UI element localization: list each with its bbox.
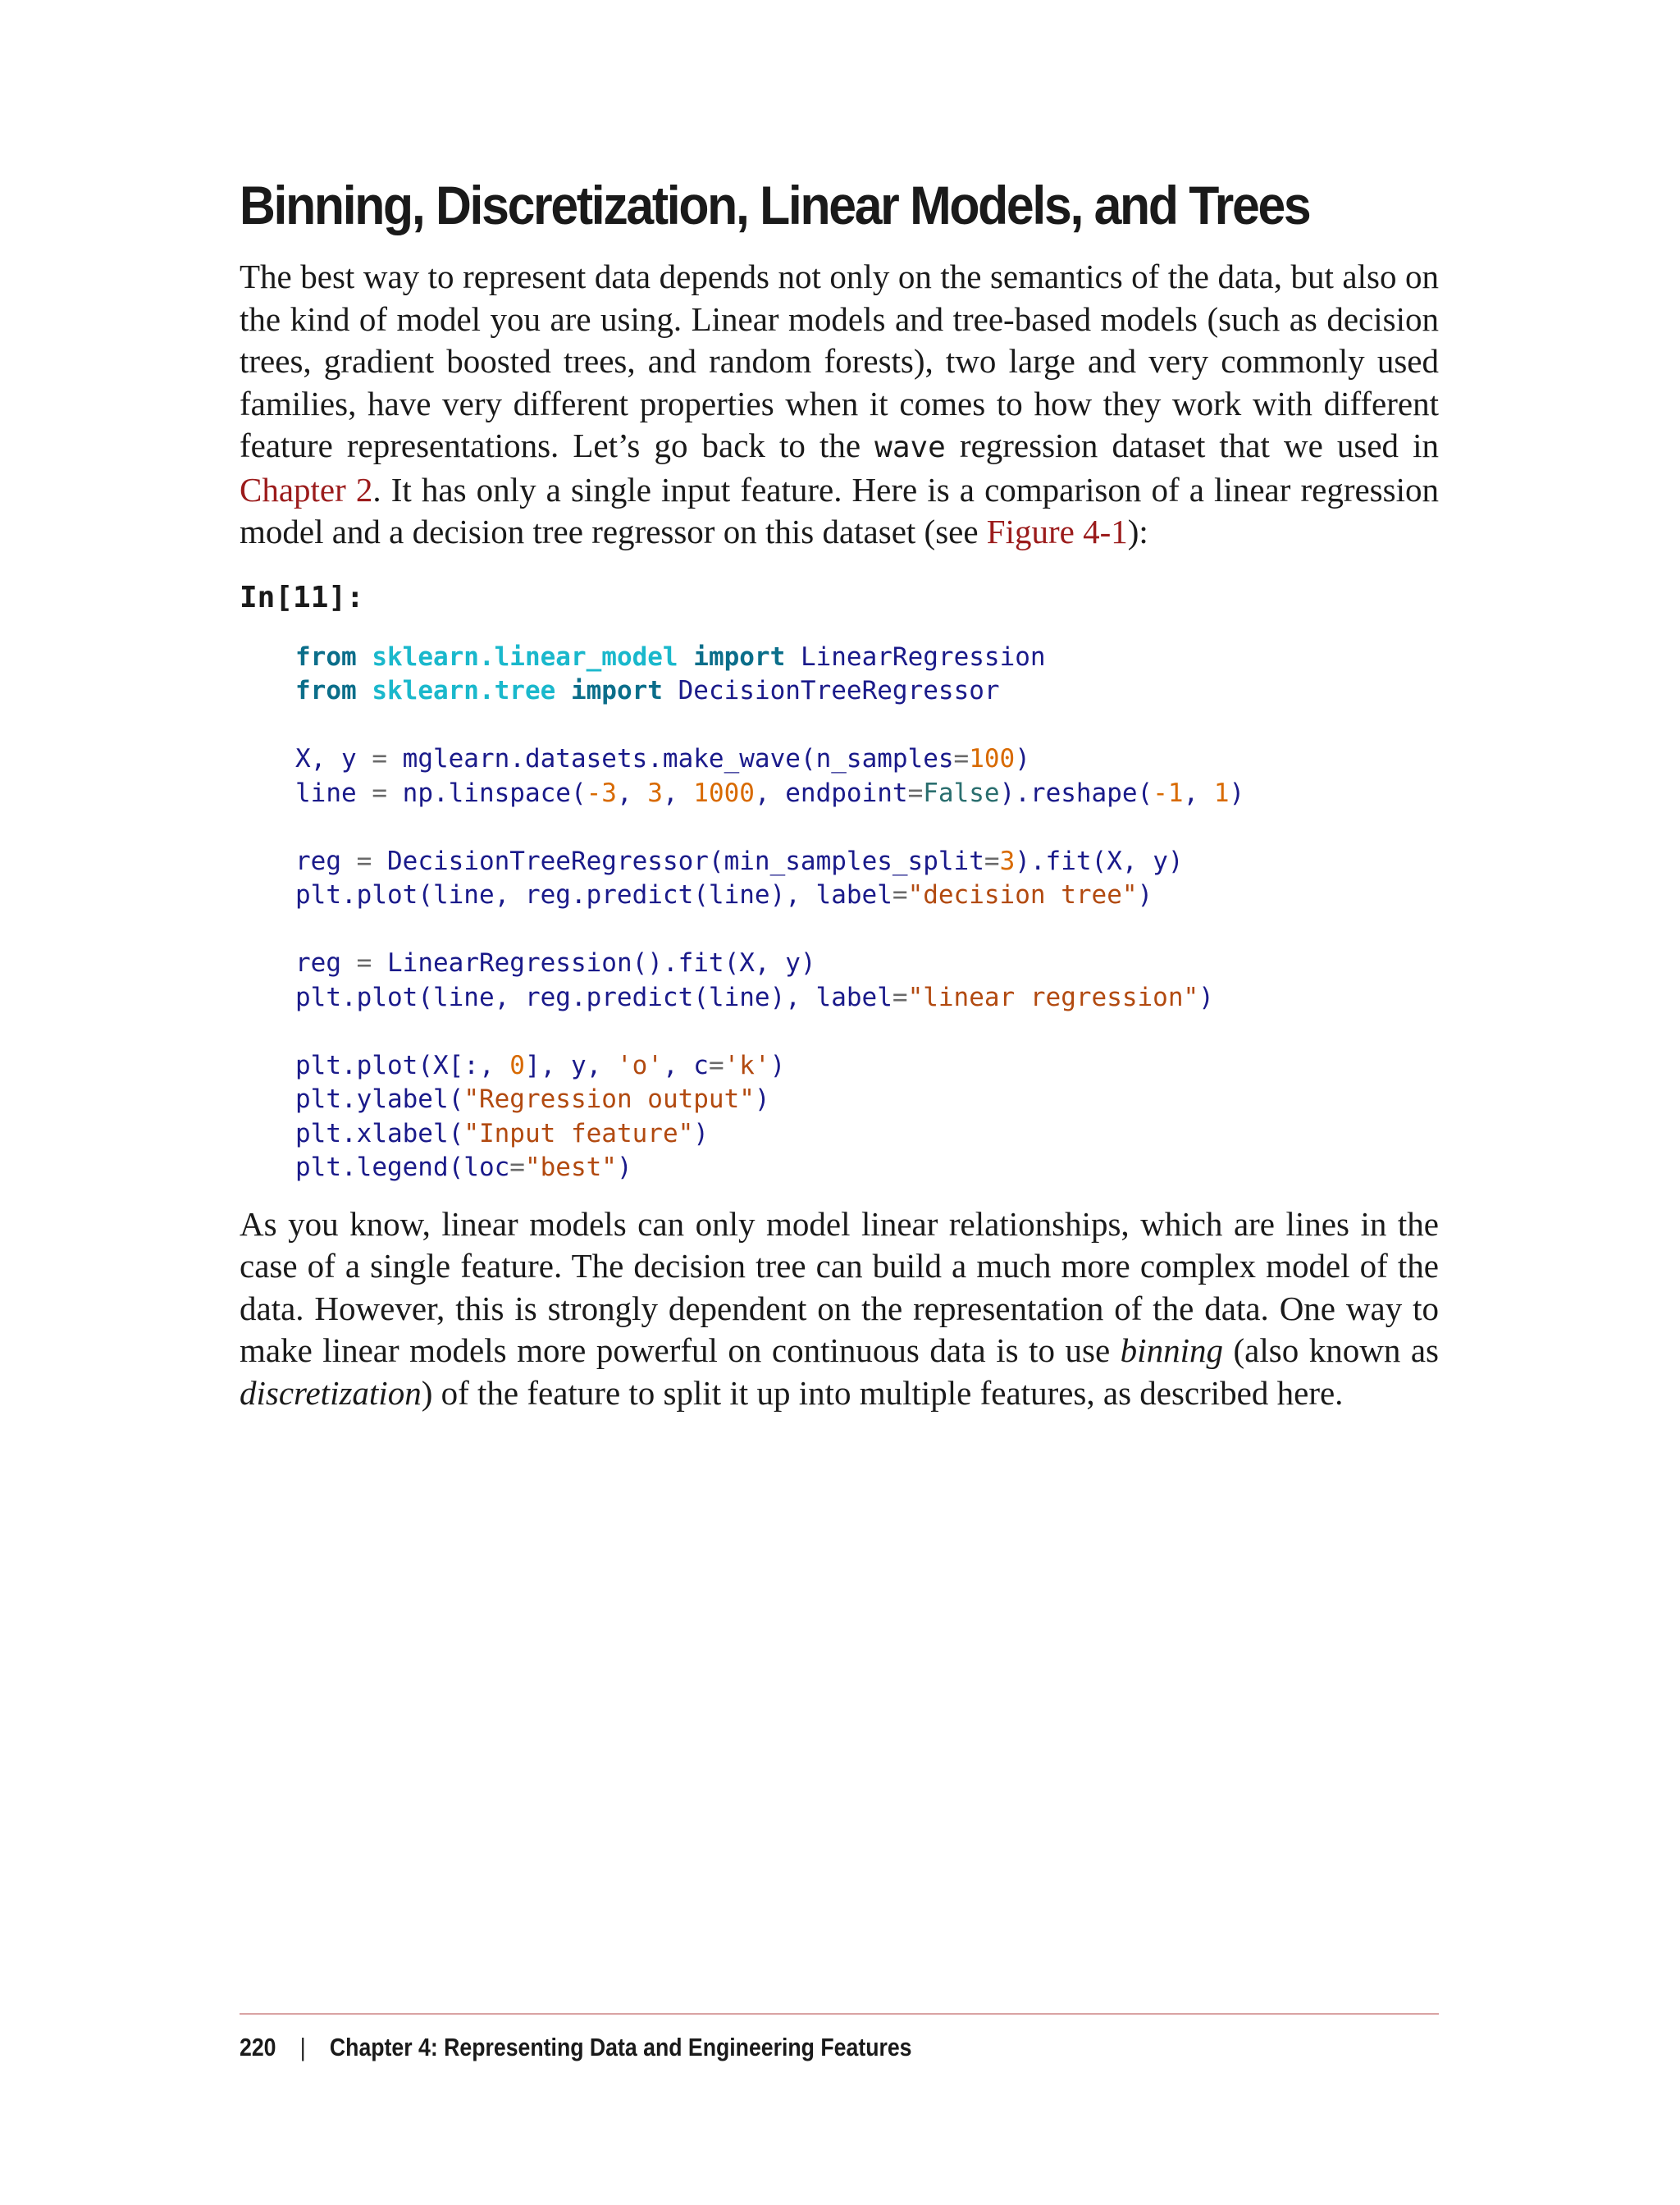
intro-text-3: . It has only a single input feature. Here is a comparison of a linear regression model and a decision tree regressor on this dataset (see xyxy=(240,470,1439,550)
code-token: False xyxy=(923,778,1000,808)
code-token: "decision tree" xyxy=(907,880,1138,910)
code-token: 3 xyxy=(647,778,663,808)
code-token: = xyxy=(907,778,924,808)
code-token: plt.ylabel( xyxy=(295,1084,464,1114)
code-line xyxy=(295,1049,1439,1084)
code-token xyxy=(785,642,801,672)
code-token xyxy=(357,642,372,672)
code-token: reg xyxy=(295,846,341,876)
binning-text-2: (also known as xyxy=(1222,1331,1439,1369)
code-line xyxy=(295,879,1439,913)
code-line xyxy=(295,1151,1439,1185)
binning-text-1: As you know, linear models can only model linear relationships, which are lines in the case of a single feature. The decision tree can build a much more complex model of the data. However, this is strongly dependent on the representation of the data. One way to make linear models more powerful on continuous data is to use xyxy=(240,1204,1439,1369)
code-token: 1000 xyxy=(693,778,755,808)
code-token: sklearn.linear_model xyxy=(372,641,678,672)
code-token: sklearn.tree xyxy=(372,676,556,705)
intro-paragraph xyxy=(240,256,1439,554)
code-token: ) xyxy=(616,1153,632,1182)
code-token: import xyxy=(693,641,786,672)
code-line xyxy=(295,947,1439,981)
code-token: plt.plot(X[:, xyxy=(295,1050,510,1080)
code-token xyxy=(555,676,571,705)
code-token: = xyxy=(953,744,970,774)
code-token: -3 xyxy=(586,778,617,808)
code-line xyxy=(295,709,1439,743)
code-token: from xyxy=(295,676,357,705)
footer-rule xyxy=(240,2013,1439,2015)
code-token: = xyxy=(892,982,908,1012)
code-token: ) xyxy=(1015,744,1030,774)
code-token: = xyxy=(892,880,908,910)
code-token: "best" xyxy=(524,1153,617,1182)
code-token: "linear regression" xyxy=(907,982,1199,1012)
term-binning: binning xyxy=(1120,1331,1223,1369)
code-token: , c xyxy=(662,1050,709,1080)
code-token: LinearRegression().fit(X, y) xyxy=(387,948,816,978)
code-token: plt.xlabel( xyxy=(295,1118,464,1148)
code-token: plt.plot(line, reg.predict(line), label xyxy=(295,880,892,910)
code-token: from xyxy=(295,641,357,672)
code-token: DecisionTreeRegressor xyxy=(678,676,1000,705)
code-token: = xyxy=(341,948,387,978)
inline-code-wave: wave xyxy=(874,431,946,464)
code-line xyxy=(295,742,1439,777)
code-token: plt.plot(line, reg.predict(line), label xyxy=(295,982,892,1012)
code-token: ) xyxy=(754,1084,770,1114)
page-number: 220 xyxy=(240,2033,276,2061)
code-token: "Regression output" xyxy=(463,1084,755,1114)
code-token: ) xyxy=(1229,778,1245,808)
term-discretization: discretization xyxy=(240,1373,422,1412)
code-token: , xyxy=(662,778,694,808)
intro-text-4: ): xyxy=(1127,513,1148,550)
code-token: DecisionTreeRegressor(min_samples_split xyxy=(387,846,984,876)
code-token: ) xyxy=(1198,982,1214,1012)
code-token xyxy=(357,676,372,705)
code-token: 100 xyxy=(969,744,1016,774)
code-token: X, y xyxy=(295,744,357,774)
code-line xyxy=(295,845,1439,879)
code-token: ).fit(X, y) xyxy=(1015,846,1184,876)
code-token: 0 xyxy=(509,1050,525,1080)
chapter-2-link[interactable]: Chapter 2 xyxy=(240,470,373,509)
page-content xyxy=(240,171,1439,1414)
code-line xyxy=(295,777,1439,811)
code-token: ) xyxy=(693,1118,709,1148)
code-token: = xyxy=(509,1153,525,1182)
intro-text-1: The best way to represent data depends not only on the semantics of the data, but also on the kind of model you are using. Linear models and tree-based models (such as decision trees, gradient boosted trees, and random forests), two large and very commonly used families, have very different properties when it comes to how they work with different feature representations. Let’s go back to the xyxy=(240,258,1439,464)
figure-4-1-link[interactable]: Figure 4-1 xyxy=(986,513,1128,550)
code-token: ) xyxy=(769,1050,786,1080)
code-token: plt.legend(loc xyxy=(295,1153,510,1182)
code-line xyxy=(295,1015,1439,1049)
code-token: line xyxy=(295,778,357,808)
page-footer xyxy=(240,2031,912,2064)
code-token: ).reshape( xyxy=(999,778,1153,808)
code-token xyxy=(678,642,694,672)
code-line xyxy=(295,674,1439,709)
code-token: , endpoint xyxy=(754,778,908,808)
code-token: = xyxy=(708,1050,724,1080)
code-token: mglearn.datasets.make_wave(n_samples xyxy=(402,744,954,774)
code-token: "Input feature" xyxy=(463,1118,694,1148)
code-token: 3 xyxy=(999,846,1016,876)
section-heading: Binning, Discretization, Linear Models, and Trees xyxy=(240,175,1310,235)
code-token: , xyxy=(616,778,648,808)
code-line xyxy=(295,913,1439,947)
code-token: ) xyxy=(1137,880,1153,910)
binning-paragraph xyxy=(240,1203,1439,1415)
code-token: -1 xyxy=(1153,778,1184,808)
code-token: LinearRegression xyxy=(800,641,1046,672)
code-token xyxy=(663,676,678,705)
code-line xyxy=(295,1117,1439,1152)
code-token: import xyxy=(570,676,663,705)
code-token: 'o' xyxy=(616,1050,663,1080)
code-line xyxy=(295,981,1439,1016)
code-line xyxy=(295,810,1439,845)
code-token: 1 xyxy=(1213,778,1230,808)
code-line xyxy=(295,1083,1439,1117)
code-cell-prompt: In[11]: xyxy=(240,580,364,614)
code-block xyxy=(295,641,1439,1185)
footer-chapter-title: Chapter 4: Representing Data and Engineering Features xyxy=(329,2033,912,2061)
code-token: ], y, xyxy=(524,1050,617,1080)
code-token: = xyxy=(356,744,403,774)
code-token: 'k' xyxy=(724,1050,770,1080)
code-line xyxy=(295,641,1439,675)
binning-text-3: ) of the feature to split it up into multiple features, as described here. xyxy=(421,1373,1344,1412)
code-token: , xyxy=(1183,778,1214,808)
code-token: np.linspace( xyxy=(402,778,587,808)
code-token: reg xyxy=(295,948,341,978)
footer-separator: | xyxy=(299,2033,306,2061)
code-token: = xyxy=(984,846,1000,876)
intro-text-2: regression dataset that we used in xyxy=(945,427,1439,464)
code-token: = xyxy=(341,846,387,876)
code-token: = xyxy=(356,778,403,808)
